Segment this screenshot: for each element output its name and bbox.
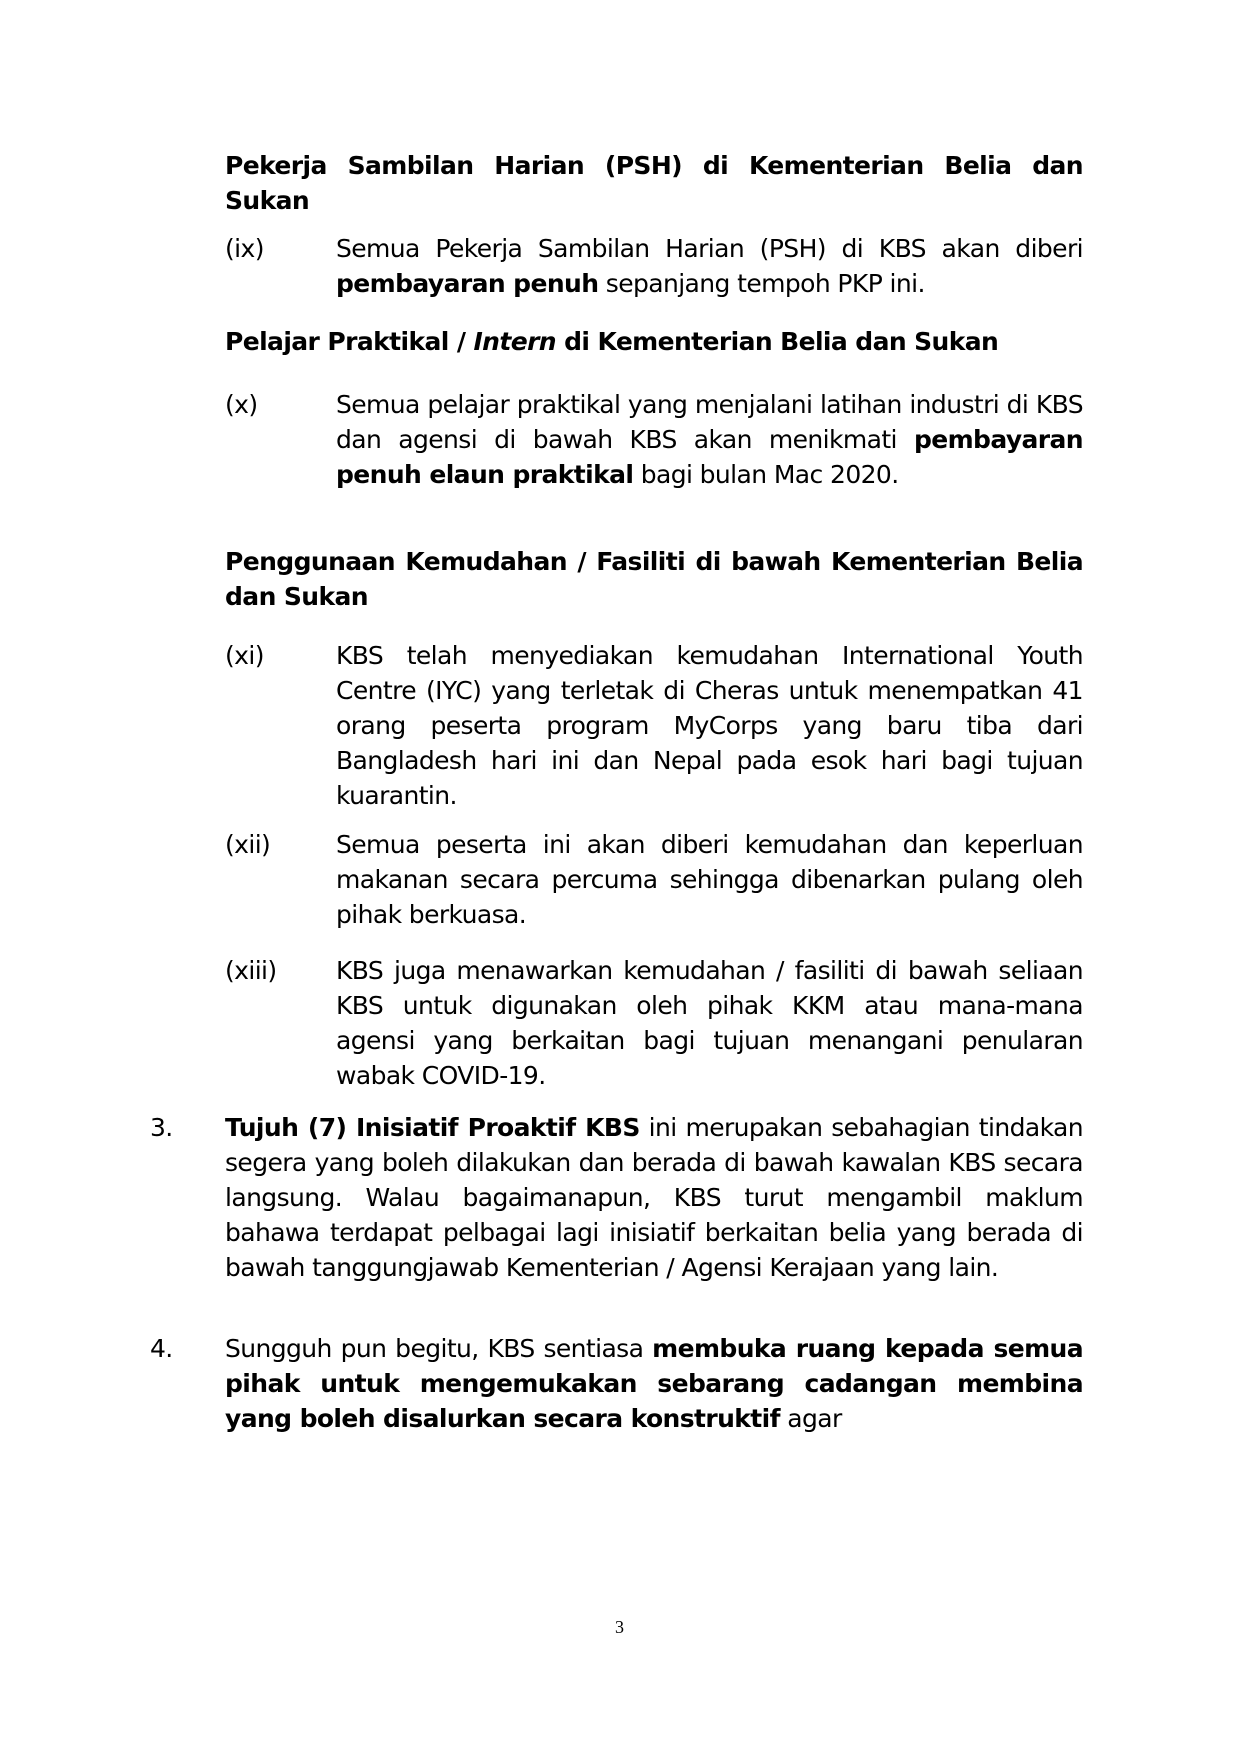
list-item-x — [225, 387, 1083, 492]
paragraph-text: Tujuh (7) Inisiatif Proaktif KBS ini merupakan sebahagian tindakan segera yang boleh dilakukan dan berada di bawah kawalan KBS secara langsung. Walau bagaimanapun, KBS turut mengambil maklum bahawa terdapat pelbagai lagi inisiatif berkaitan belia yang berada di bawah tanggungjawab Kementerian / Agensi Kerajaan yang lain. — [225, 1113, 1083, 1282]
emphasis: pembayaran penuh elaun praktikal — [336, 425, 1083, 489]
item-text: Semua pelajar praktikal yang menjalani latihan industri di KBS dan agensi di bawah KBS akan menikmati pembayaran penuh elaun praktikal bagi bulan Mac 2020. — [336, 390, 1083, 489]
list-item-xii — [225, 827, 1083, 932]
section-heading-psh: Pekerja Sambilan Harian (PSH) di Kementerian Belia dan Sukan — [225, 151, 1083, 215]
item-text: KBS telah menyediakan kemudahan International Youth Centre (IYC) yang terletak di Cheras untuk menempatkan 41 orang peserta program MyCorps yang baru tiba dari Bangladesh hari ini dan Nepal pada esok hari bagi tujuan kuarantin. — [336, 641, 1083, 810]
section-heading-intern: Pelajar Praktikal / Intern di Kementerian Belia dan Sukan — [225, 327, 999, 356]
emphasis: pembayaran penuh — [336, 269, 599, 298]
emphasis: Tujuh (7) Inisiatif Proaktif KBS — [225, 1113, 640, 1142]
emphasis: membuka ruang kepada semua pihak untuk mengemukakan sebarang cadangan membina yang boleh disalurkan secara konstruktif — [225, 1334, 1083, 1433]
item-text: Semua peserta ini akan diberi kemudahan dan keperluan makanan secara percuma sehingga dibenarkan pulang oleh pihak berkuasa. — [336, 830, 1083, 929]
paragraph-number: 4. — [150, 1334, 173, 1363]
item-text: Semua Pekerja Sambilan Harian (PSH) di KBS akan diberi pembayaran penuh sepanjang tempoh PKP ini. — [336, 234, 1083, 298]
item-number: (xiii) — [225, 956, 277, 985]
paragraph-text: Sungguh pun begitu, KBS sentiasa membuka ruang kepada semua pihak untuk mengemukakan sebarang cadangan membina yang boleh disalurkan secara konstruktif agar — [225, 1334, 1083, 1433]
paragraph-4 — [150, 1331, 1083, 1436]
list-item-xiii — [225, 953, 1083, 1093]
list-item-ix — [225, 231, 1083, 301]
item-number: (xii) — [225, 830, 271, 859]
paragraph-number: 3. — [150, 1113, 173, 1142]
page-number: 3 — [615, 1617, 624, 1637]
italic-term: Intern — [473, 327, 557, 356]
section-heading-fasiliti: Penggunaan Kemudahan / Fasiliti di bawah Kementerian Belia dan Sukan — [225, 547, 1083, 611]
list-item-xi — [225, 638, 1083, 813]
item-number: (xi) — [225, 641, 264, 670]
item-text: KBS juga menawarkan kemudahan / fasiliti di bawah seliaan KBS untuk digunakan oleh pihak KKM atau mana-mana agensi yang berkaitan bagi tujuan menangani penularan wabak COVID-19. — [336, 956, 1083, 1090]
paragraph-3 — [150, 1110, 1083, 1285]
item-number: (ix) — [225, 234, 264, 263]
item-number: (x) — [225, 390, 258, 419]
